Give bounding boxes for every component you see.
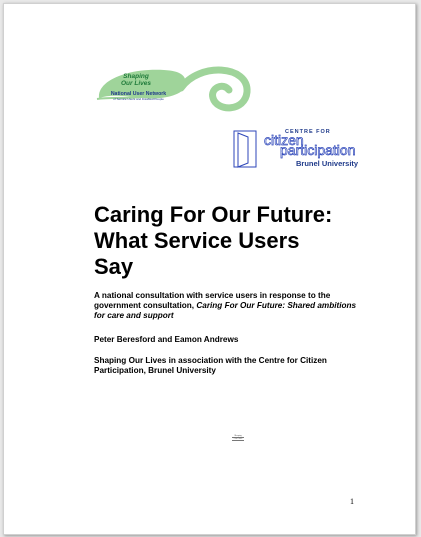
participation-word: participation	[280, 142, 356, 158]
association-statement: Shaping Our Lives in association with the Centre for Citizen Participation, Brunel University	[94, 356, 327, 375]
logo-line-1: Shaping	[123, 73, 149, 80]
centre-for-label: CENTRE FOR	[285, 129, 331, 135]
intro-italic-title: Caring For Our Future: Shared ambitions for care and support	[94, 301, 357, 320]
document-page	[3, 3, 416, 535]
small-mark-line-1: Shaping	[232, 435, 244, 438]
small-mark-line-2: Our Lives	[233, 438, 243, 440]
centre-for-citizen-participation-logo	[232, 127, 372, 172]
intro-paragraph	[94, 291, 364, 321]
small-logo-mark	[232, 435, 244, 441]
page-number: 1	[350, 497, 354, 506]
document-title	[94, 202, 374, 280]
citizen-word: citizen	[264, 132, 304, 148]
shaping-our-lives-name	[101, 73, 171, 87]
network-label: National User Network	[110, 91, 167, 97]
intro-text: A national consultation with service users in response to the government consultation,	[94, 291, 331, 310]
network-subtitle: of Service Users and Disabled People	[113, 97, 164, 101]
title-line-1: Caring For Our Future:	[94, 202, 333, 227]
authors: Peter Beresford and Eamon Andrews	[94, 335, 239, 344]
logo-line-2: Our Lives	[121, 80, 151, 87]
door-icon	[232, 129, 262, 169]
university-label: Brunel University	[296, 159, 359, 168]
title-line-3: Say	[94, 254, 134, 279]
title-line-2: What Service Users	[94, 228, 300, 253]
